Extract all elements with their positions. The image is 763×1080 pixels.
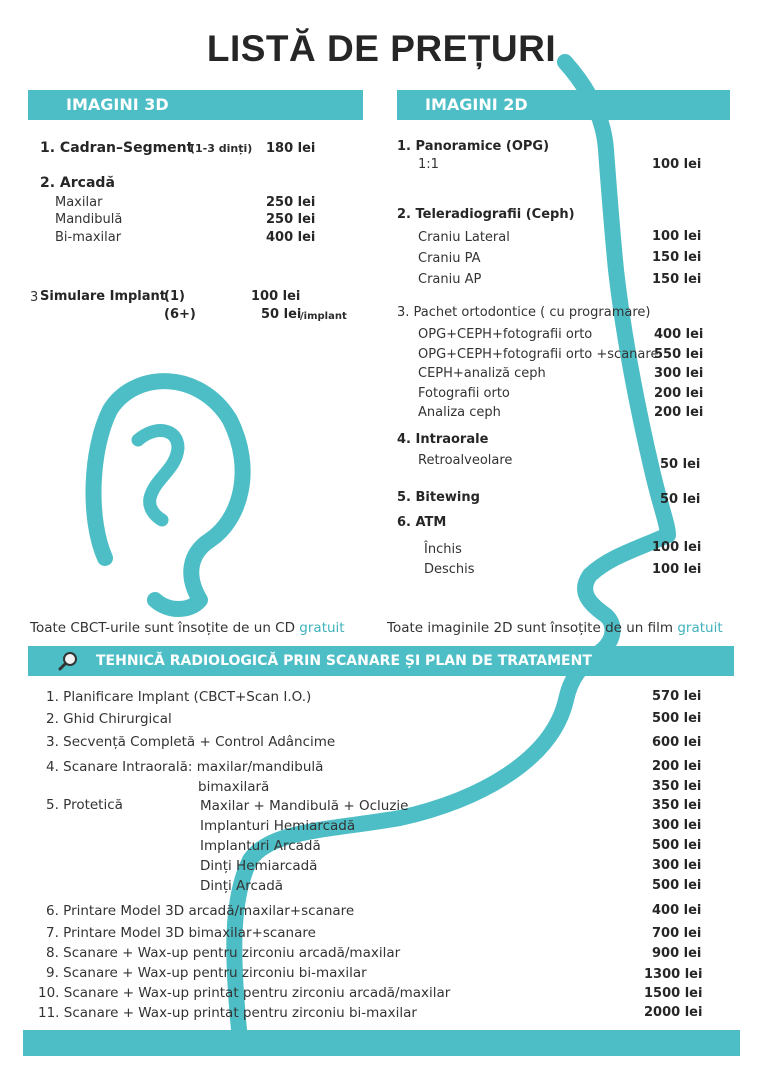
atm-row-label: Deschis <box>424 562 475 577</box>
scanare-row-price: 400 lei <box>652 903 702 918</box>
film-footnote-text: Toate imaginile 2D sunt însoțite de un film <box>387 620 674 636</box>
atm-row-label: Închis <box>424 542 462 557</box>
imagini-3d-header-bar <box>28 90 363 120</box>
pachet-row-price: 550 lei <box>654 347 704 362</box>
section-bitewing-label: 5. Bitewing <box>397 490 480 505</box>
scanare-row-price: 200 lei <box>652 759 702 774</box>
scanare-row-label: Implanturi Arcadă <box>200 838 321 854</box>
scanare-row-price: 570 lei <box>652 689 702 704</box>
scanare-row-price: 350 lei <box>652 798 702 813</box>
intraorale-row-label: Retroalveolare <box>418 453 513 468</box>
arcada-row-price: 250 lei <box>266 195 316 210</box>
footer-bar <box>23 1030 740 1056</box>
simulare-unit: /implant <box>300 311 347 322</box>
item-cadran-price: 180 lei <box>266 141 316 156</box>
scanare-row-price: 600 lei <box>652 735 702 750</box>
scanare-row-price: 300 lei <box>652 858 702 873</box>
intraorale-row-price: 50 lei <box>660 457 701 472</box>
scanare-row-label: 1. Planificare Implant (CBCT+Scan I.O.) <box>46 689 312 705</box>
pachet-row-label: OPG+CEPH+fotografii orto <box>418 327 593 342</box>
scanare-row-price: 2000 lei <box>644 1005 703 1020</box>
scanare-row-label: 4. Scanare Intraorală: maxilar/mandibulă <box>46 759 324 775</box>
magnifier-icon <box>58 651 80 671</box>
item-cadran-note: (1-3 dinți) <box>190 142 253 155</box>
scanare-row-label: 2. Ghid Chirurgical <box>46 711 172 727</box>
ceph-row-price: 150 lei <box>652 250 702 265</box>
scanare-header: TEHNICĂ RADIOLOGICĂ PRIN SCANARE ȘI PLAN DE TRATAMENT <box>96 653 592 669</box>
ceph-row-label: Craniu AP <box>418 272 482 287</box>
scanare-row-price: 1500 lei <box>644 986 703 1001</box>
scanare-row-price: 500 lei <box>652 711 702 726</box>
scanare-row-label: 9. Scanare + Wax-up pentru zirconiu bi-maxilar <box>46 965 367 981</box>
ceph-row-price: 150 lei <box>652 272 702 287</box>
atm-row-price: 100 lei <box>652 540 702 555</box>
scanare-row-price: 500 lei <box>652 838 702 853</box>
pachet-row-label: Fotografii orto <box>418 386 510 401</box>
pachet-row-price: 400 lei <box>654 327 704 342</box>
scanare-row-price: 900 lei <box>652 946 702 961</box>
section-panoramice-label: 1. Panoramice (OPG) <box>397 139 550 154</box>
scanare-row-label: Implanturi Hemiarcadă <box>200 818 356 834</box>
imagini-2d-header: IMAGINI 2D <box>425 95 528 114</box>
ceph-row-price: 100 lei <box>652 229 702 244</box>
item-simulare-label: Simulare Implant <box>40 289 166 304</box>
arcada-row-label: Bi-maxilar <box>55 230 122 245</box>
scanare-row-label: 8. Scanare + Wax-up pentru zirconiu arcadă/maxilar <box>46 945 401 961</box>
imagini-2d-header-bar <box>397 90 730 120</box>
arcada-row-price: 250 lei <box>266 212 316 227</box>
cbct-footnote-text: Toate CBCT-urile sunt însoțite de un CD <box>30 620 295 636</box>
scanare-row-label: 5. Protetică <box>46 797 123 813</box>
film-footnote <box>387 620 723 636</box>
scanare-row-label: 11. Scanare + Wax-up printat pentru zirconiu bi-maxilar <box>38 1005 417 1021</box>
scanare-row-label: 7. Printare Model 3D bimaxilar+scanare <box>46 925 316 941</box>
ceph-row-label: Craniu Lateral <box>418 230 510 245</box>
pachet-row-label: Analiza ceph <box>418 405 501 420</box>
scanare-row-label: Dinți Hemiarcadă <box>200 858 318 874</box>
scanare-row-price: 300 lei <box>652 818 702 833</box>
simulare-price-2: 50 lei <box>261 307 302 322</box>
item-cadran-label: 1. Cadran–Segment <box>40 140 194 156</box>
section-intraorale-label: 4. Intraorale <box>397 432 489 447</box>
scanare-row-price: 1300 lei <box>644 967 703 982</box>
scanare-row-label: 3. Secvență Completă + Control Adâncime <box>46 734 336 750</box>
section-pachet-label: 3. Pachet ortodontice ( cu programare) <box>397 305 651 320</box>
film-footnote-accent: gratuit <box>677 620 723 636</box>
scanare-row-label: bimaxilară <box>198 779 270 795</box>
simulare-qty-2: (6+) <box>164 307 196 322</box>
scanare-row-price: 350 lei <box>652 779 702 794</box>
ceph-row-label: Craniu PA <box>418 251 481 266</box>
section-atm-label: 6. ATM <box>397 515 447 530</box>
scanare-header-bar <box>28 646 734 676</box>
pachet-row-label: CEPH+analiză ceph <box>418 366 546 381</box>
imagini-3d-header: IMAGINI 3D <box>66 95 169 114</box>
cbct-footnote-accent: gratuit <box>299 620 345 636</box>
pachet-row-price: 200 lei <box>654 386 704 401</box>
scanare-row-label: 6. Printare Model 3D arcadă/maxilar+scanare <box>46 903 355 919</box>
scanare-row-label: 10. Scanare + Wax-up printat pentru zirconiu arcadă/maxilar <box>38 985 451 1001</box>
panoramice-row-price: 100 lei <box>652 157 702 172</box>
arcada-row-label: Mandibulă <box>55 212 123 227</box>
item-arcada-label: 2. Arcadă <box>40 175 115 191</box>
pachet-row-price: 300 lei <box>654 366 704 381</box>
scanare-row-price: 700 lei <box>652 926 702 941</box>
simulare-qty-1: (1) <box>164 289 185 304</box>
cbct-footnote <box>30 620 345 636</box>
scanare-row-label: Dinți Arcadă <box>200 878 284 894</box>
page-title: LISTĂ DE PREȚURI <box>206 28 557 69</box>
panoramice-row-label: 1:1 <box>418 157 439 172</box>
pachet-row-label: OPG+CEPH+fotografii orto +scanare <box>418 347 659 362</box>
section-ceph-label: 2. Teleradiografii (Ceph) <box>397 207 575 222</box>
scanare-row-price: 500 lei <box>652 878 702 893</box>
simulare-price-1: 100 lei <box>251 289 301 304</box>
bitewing-price: 50 lei <box>660 492 701 507</box>
scanare-row-sub: Maxilar + Mandibulă + Ocluzie <box>200 798 409 814</box>
atm-row-price: 100 lei <box>652 562 702 577</box>
arcada-row-label: Maxilar <box>55 195 103 210</box>
item-simulare-number: 3 <box>30 290 39 305</box>
pachet-row-price: 200 lei <box>654 405 704 420</box>
arcada-row-price: 400 lei <box>266 230 316 245</box>
